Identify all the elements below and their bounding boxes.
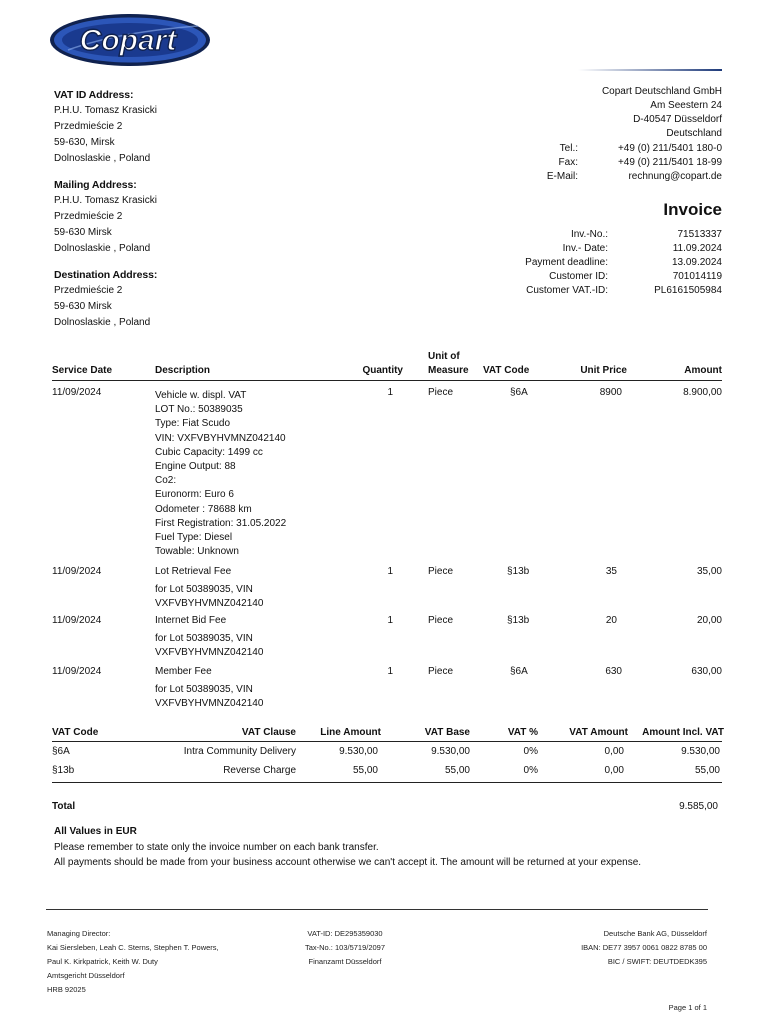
address-line: Przedmieście 2 (54, 121, 123, 132)
row-quantity: 1 (387, 666, 393, 677)
description-line: Type: Fiat Scudo (155, 418, 231, 430)
address-line: Dolnoslaskie , Poland (54, 243, 151, 254)
company-street: Am Seestern 24 (650, 100, 722, 111)
row-unit: Piece (428, 666, 454, 677)
vat-row-line-amount: 55,00 (352, 765, 378, 776)
vat-col-amount: VAT Amount (569, 727, 628, 738)
row-description: Member Fee (155, 666, 212, 677)
row-amount: 20,00 (696, 615, 722, 626)
footer-line: BIC / SWIFT: DEUTDEDK395 (607, 957, 707, 966)
copart-logo (48, 12, 212, 68)
footer-right (500, 927, 707, 969)
description-line: for Lot 50389035, VIN (155, 684, 253, 695)
vat-row-clause: Intra Community Delivery (183, 746, 296, 757)
invoice-title: Invoice (663, 200, 722, 219)
footer-line: Finanzamt Düsseldorf (308, 957, 382, 966)
address-line: Dolnoslaskie , Poland (54, 317, 151, 328)
description-line: Cubic Capacity: 1499 cc (155, 446, 263, 458)
row-unit: Piece (428, 615, 454, 626)
footer-line: HRB 92025 (47, 985, 86, 994)
vat-row-code: §6A (52, 746, 70, 757)
row-unit-price: 35 (605, 566, 617, 577)
footer-line: Tax-No.: 103/5719/2097 (304, 943, 386, 952)
meta-value: 11.09.2024 (672, 243, 722, 254)
vat-col-pct: VAT % (507, 727, 538, 738)
vat-col-clause: VAT Clause (241, 727, 296, 738)
description-line: VXFVBYHVMNZ042140 (155, 698, 264, 710)
destination-address (54, 267, 157, 331)
business-account-note: All payments should be made from your business account otherwise we can't accept it. The amount will be returned at your expense. (54, 857, 642, 868)
address-line: 59-630 Mirsk (54, 227, 112, 238)
vat-row-amount-incl: 55,00 (694, 765, 720, 776)
vat-row-pct: 0% (523, 746, 538, 757)
row-sub-description (155, 583, 263, 611)
header-rule (578, 69, 722, 71)
row-sub-description (155, 632, 263, 660)
description-line: LOT No.: 50389035 (155, 404, 243, 416)
footer-line: Paul K. Kirkpatrick, Keith W. Duty (47, 957, 158, 966)
total-value: 9.585,00 (679, 801, 718, 812)
description-line: Odometer : 78688 km (155, 503, 252, 515)
mailing-address-title: Mailing Address: (54, 179, 137, 191)
row-unit: Piece (428, 387, 454, 398)
description-line: VXFVBYHVMNZ042140 (155, 598, 264, 610)
company-country: Deutschland (666, 128, 722, 139)
row-unit-price: 8900 (599, 387, 622, 398)
total-label: Total (52, 801, 76, 812)
address-line: Przedmieście 2 (54, 285, 123, 296)
row-date: 11/09/2024 (52, 666, 102, 677)
row-quantity: 1 (387, 615, 393, 626)
bank-transfer-note: Please remember to state only the invoice number on each bank transfer. (54, 842, 379, 853)
vat-row-clause: Reverse Charge (223, 765, 296, 776)
col-unit-price: Unit Price (580, 365, 627, 376)
row-vat-code: §13b (507, 566, 530, 577)
fax-value: +49 (0) 211/5401 18-99 (617, 157, 722, 168)
meta-label: Payment deadline: (525, 257, 608, 268)
vat-row-line-amount: 9.530,00 (339, 746, 378, 757)
mailing-address (54, 177, 157, 257)
meta-label: Inv.- Date: (562, 243, 608, 254)
footer-line: Deutsche Bank AG, Düsseldorf (603, 929, 707, 938)
row-vat-code: §13b (507, 615, 530, 626)
row-amount: 35,00 (696, 566, 722, 577)
row-vat-code: §6A (510, 387, 528, 398)
email-value: rechnung@copart.de (628, 171, 722, 182)
footer-line: VAT-ID: DE295359030 (307, 929, 383, 938)
vat-row-pct: 0% (523, 765, 538, 776)
meta-value: 701014119 (672, 271, 722, 282)
meta-label: Customer ID: (549, 271, 608, 282)
col-amount: Amount (684, 365, 722, 376)
meta-value: PL6161505984 (654, 285, 722, 296)
vat-row-amount: 0,00 (604, 765, 624, 776)
col-unit-line2: Measure (428, 365, 469, 376)
vat-row-base: 9.530,00 (431, 746, 470, 757)
meta-value: 13.09.2024 (671, 257, 722, 268)
vat-id-address-title: VAT ID Address: (54, 89, 134, 101)
fax-label: Fax: (558, 157, 578, 168)
vat-col-base: VAT Base (424, 727, 470, 738)
table-header-rule (52, 380, 722, 381)
tel-label: Tel.: (559, 143, 578, 154)
row-quantity: 1 (387, 566, 393, 577)
col-vat-code: VAT Code (483, 365, 530, 376)
vat-id-address (54, 87, 157, 167)
col-service-date: Service Date (52, 365, 113, 376)
vat-row-code: §13b (52, 765, 75, 776)
row-quantity: 1 (387, 387, 393, 398)
currency-note-title: All Values in EUR (54, 826, 137, 837)
row-description: Lot Retrieval Fee (155, 566, 232, 577)
company-name: Copart Deutschland GmbH (601, 86, 722, 97)
row-date: 11/09/2024 (52, 615, 102, 626)
row-unit-price: 630 (605, 666, 622, 677)
address-line: 59-630, Mirsk (54, 137, 115, 148)
logo-wordmark: Copart (79, 24, 177, 57)
col-unit-line1: Unit of (428, 351, 460, 362)
description-line: Towable: Unknown (155, 546, 239, 558)
row-amount: 8.900,00 (683, 387, 722, 398)
page-number: Page 1 of 1 (668, 1003, 707, 1012)
vat-row-amount-incl: 9.530,00 (681, 746, 720, 757)
meta-value: 71513337 (677, 229, 722, 240)
vat-header-rule (52, 741, 722, 742)
footer-center (300, 927, 390, 969)
description-line: for Lot 50389035, VIN (155, 584, 253, 595)
vat-col-code: VAT Code (52, 727, 99, 738)
description-line: Engine Output: 88 (155, 461, 236, 473)
address-line: P.H.U. Tomasz Krasicki (54, 105, 157, 116)
description-line: Co2: (155, 475, 177, 487)
description-line: VXFVBYHVMNZ042140 (155, 647, 264, 659)
description-line: for Lot 50389035, VIN (155, 633, 253, 644)
row-vat-code: §6A (510, 666, 528, 677)
description-line: VIN: VXFVBYHVMNZ042140 (155, 432, 286, 444)
row-amount: 630,00 (691, 666, 722, 677)
vat-bottom-rule (52, 782, 722, 783)
address-line: Dolnoslaskie , Poland (54, 153, 151, 164)
destination-address-title: Destination Address: (54, 269, 158, 281)
footer-line: Kai Siersleben, Leah C. Sterns, Stephen T. Powers, (47, 943, 219, 952)
row-sub-description (155, 683, 263, 711)
company-city: D-40547 Düsseldorf (633, 114, 722, 125)
description-line: Fuel Type: Diesel (155, 532, 233, 544)
row-unit: Piece (428, 566, 454, 577)
vat-col-line-amount: Line Amount (320, 727, 381, 738)
description-line: Euronorm: Euro 6 (155, 489, 234, 501)
footer-line: IBAN: DE77 3957 0061 0822 8785 00 (581, 943, 707, 952)
footer-left (47, 927, 219, 997)
footer-line: Amtsgericht Düsseldorf (47, 971, 125, 980)
address-line: Przedmieście 2 (54, 211, 123, 222)
vat-row-amount: 0,00 (604, 746, 624, 757)
address-line: P.H.U. Tomasz Krasicki (54, 195, 157, 206)
row-description: Internet Bid Fee (155, 615, 227, 626)
vat-row-base: 55,00 (444, 765, 470, 776)
footer-rule (46, 909, 708, 910)
col-quantity: Quantity (362, 365, 403, 376)
row-date: 11/09/2024 (52, 566, 102, 577)
email-label: E-Mail: (546, 171, 578, 182)
company-address (462, 85, 722, 141)
row-description (155, 389, 286, 559)
footer-line: Managing Director: (47, 929, 111, 938)
row-date: 11/09/2024 (52, 387, 102, 398)
description-line: First Registration: 31.05.2022 (155, 517, 287, 529)
description-line: Vehicle w. displ. VAT (155, 390, 247, 401)
address-line: 59-630 Mirsk (54, 301, 112, 312)
meta-label: Customer VAT.-ID: (526, 285, 608, 296)
row-unit-price: 20 (605, 615, 617, 626)
tel-value: +49 (0) 211/5401 180-0 (617, 143, 722, 154)
meta-label: Inv.-No.: (570, 229, 608, 240)
vat-col-amount-incl: Amount Incl. VAT (642, 727, 724, 738)
col-description: Description (155, 365, 211, 376)
